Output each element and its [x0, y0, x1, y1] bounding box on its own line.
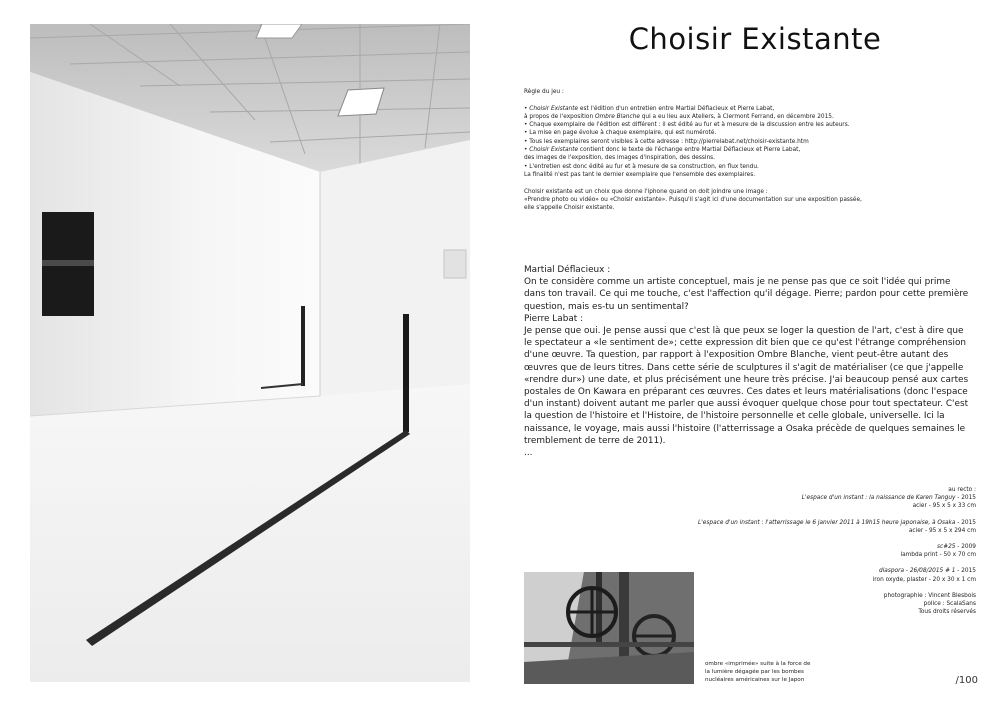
rules-bullet-6: • L'entretien est donc édité au fur et à mesure de sa construction, en flux tendu. [524, 163, 759, 170]
interview-answer: Je pense que oui. Je pense aussi que c'est là que peux se loger la question de l'art, c'est à dire que le spectateur a «le sentiment de»; cette expression dit bien que ce qu'est l'étrange compréhension d'une œuvre. Ta question, par rapport à l'exposition Ombre Blanche, vient peut-être autant des œuvres que de leurs titres. Dans cette série de sculptures il s'agit de matérialiser (ce que j'appelle «rendre dur») une date, et plus précisément une heure très précise. J'ai beaucoup pensé aux cartes postales de On Kawara en préparant ces œuvres. Ces dates et leurs matérialisations (donc l'espace d'un instant) doivent autant me parler que aussi évoquer quelque chose pour tout spectateur. C'est la question de l'histoire et l'Histoire, de l'histoire personnelle et celle globale, universelle. Ici la naissance, le voyage, mais aussi l'histoire (l'atterrissage a Osaka précède de quelques semaines le tremblement de terre de 2011). [524, 326, 969, 446]
credit-work-1-year: - 2015 [955, 495, 976, 502]
interview-ellipsis: ... [524, 448, 533, 459]
credit-work-4-title: diaspora - 26/08/2015 # 1 [879, 568, 956, 575]
exhibition-photo [30, 24, 470, 682]
rules-bullet-1-line-2-post: qui a eu lieu aux Ateliers, à Clermont Ferrand, en décembre 2015. [639, 113, 834, 120]
caption-line-3: nucléaires américaines sur le Japon [705, 676, 805, 683]
credit-work-1-title-line [556, 494, 976, 502]
valve-illustration [524, 572, 694, 684]
credit-work-3-title: sc#25 [937, 544, 956, 551]
recto-label: au recto : [948, 487, 976, 493]
credit-photo: photographie : Vincent Blesbois [883, 592, 976, 599]
rules-bullet-4: • Tous les exemplaires seront visibles à cette adresse : http://pierrelabat.net/choisir-existante.htm [524, 138, 809, 145]
credit-work-2-year: - 2015 [955, 519, 976, 526]
rules-bullet-1-italic: Choisir Existante [529, 105, 579, 112]
speaker-martial: Martial Déflacieux : [524, 265, 611, 275]
credit-work-2-title-line [556, 519, 976, 527]
rules-bullet-3: • La mise en page évolue à chaque exemplaire, qui est numéroté. [524, 130, 717, 137]
credit-work-4-spec: iron oxyde, plaster - 20 x 30 x 1 cm [872, 576, 976, 583]
page-number: /100 [955, 675, 978, 686]
rules-bullet-5: • Choisir Existante contient donc le texte de l'échange entre Martial Déflacieux et Pierre Labat, [524, 147, 801, 154]
credit-work-2 [556, 519, 976, 535]
rules-bullet-5-line-2: des images de l'exposition, des images d'inspiration, des dessins. [524, 155, 716, 162]
credit-work-3-spec: lambda print - 50 x 70 cm [900, 552, 976, 559]
rules-bullet-5-text: contient donc le texte de l'échange entre Martial Déflacieux et Pierre Labat, [578, 147, 801, 154]
gallery-illustration [30, 24, 470, 682]
rules-bullet-1-text: est l'édition d'un entretien entre Martial Déflacieux et Pierre Labat, [578, 105, 775, 112]
rules-bullet-1: • Choisir Existante est l'édition d'un entretien entre Martial Déflacieux et Pierre Labat, [524, 105, 775, 112]
credit-work-3-year: - 2009 [955, 544, 976, 551]
interview-block [524, 264, 972, 459]
rules-bullet-1-line-2-pre: à propos de l'exposition [524, 113, 595, 120]
credit-work-3 [556, 543, 976, 559]
rules-heading: Règle du jeu : [524, 89, 564, 95]
rules-para2-line-3: elle s'appelle Choisir existante. [524, 205, 615, 212]
rules-bullet-1-line-2-italic: Ombre Blanche [594, 113, 640, 120]
speaker-pierre: Pierre Labat : [524, 313, 584, 324]
credit-work-1-spec: acier - 95 x 5 x 33 cm [912, 503, 976, 510]
photo-caption [705, 661, 830, 684]
rules-bullet-2: • Chaque exemplaire de l'édition est différent : il est édité au fur et à mesure de la discussion entre les auteurs. [524, 122, 850, 129]
credit-work-3-title-line [556, 543, 976, 551]
credit-work-2-spec: acier - 95 x 5 x 294 cm [908, 527, 976, 534]
interview-question: On te considère comme un artiste conceptuel, mais je ne pense pas que ce soit l'idée qui prime dans ton travail. Ce qui me touche, c'est l'affection qu'il dégage. Pierre; pardon pour cette première question, mais es-tu un sentimental? [524, 277, 969, 312]
page-title: Choisir Existante [628, 22, 882, 56]
credit-work-1 [556, 486, 976, 511]
caption-line-1: ombre «imprimée» suite à la force de [705, 661, 811, 667]
credit-work-1-title: L'espace d'un instant : la naissance de Karen Tanguy [801, 495, 956, 502]
rules-bullet-1-line-2 [524, 113, 924, 121]
credit-font: police : ScalaSans [923, 601, 976, 608]
rules-para2-line-1: Choisir existante est un choix que donne l'iphone quand on doit joindre une image : [524, 188, 768, 195]
credit-rights: Tous droits réservés [918, 609, 976, 616]
rules-para2-line-2: «Prendre photo ou vidéo» ou «Choisir existante». Puisqu'il s'agit ici d'une documentation sur une exposition passée, [524, 196, 862, 203]
valve-photo [524, 572, 694, 684]
credit-work-2-title: L'espace d'un instant : l'atterrissage le 6 janvier 2011 à 19h15 heure japonaise, à Osaka [697, 519, 956, 526]
rules-bullet-5-italic: Choisir Existante [529, 147, 579, 154]
caption-line-2: la lumière dégagée par les bombes [705, 668, 804, 675]
rules-block [524, 88, 924, 212]
credit-work-4-year: - 2015 [955, 568, 976, 575]
rules-finalite: La finalité n'est pas tant le dernier exemplaire que l'ensemble des exemplaires. [524, 171, 756, 178]
